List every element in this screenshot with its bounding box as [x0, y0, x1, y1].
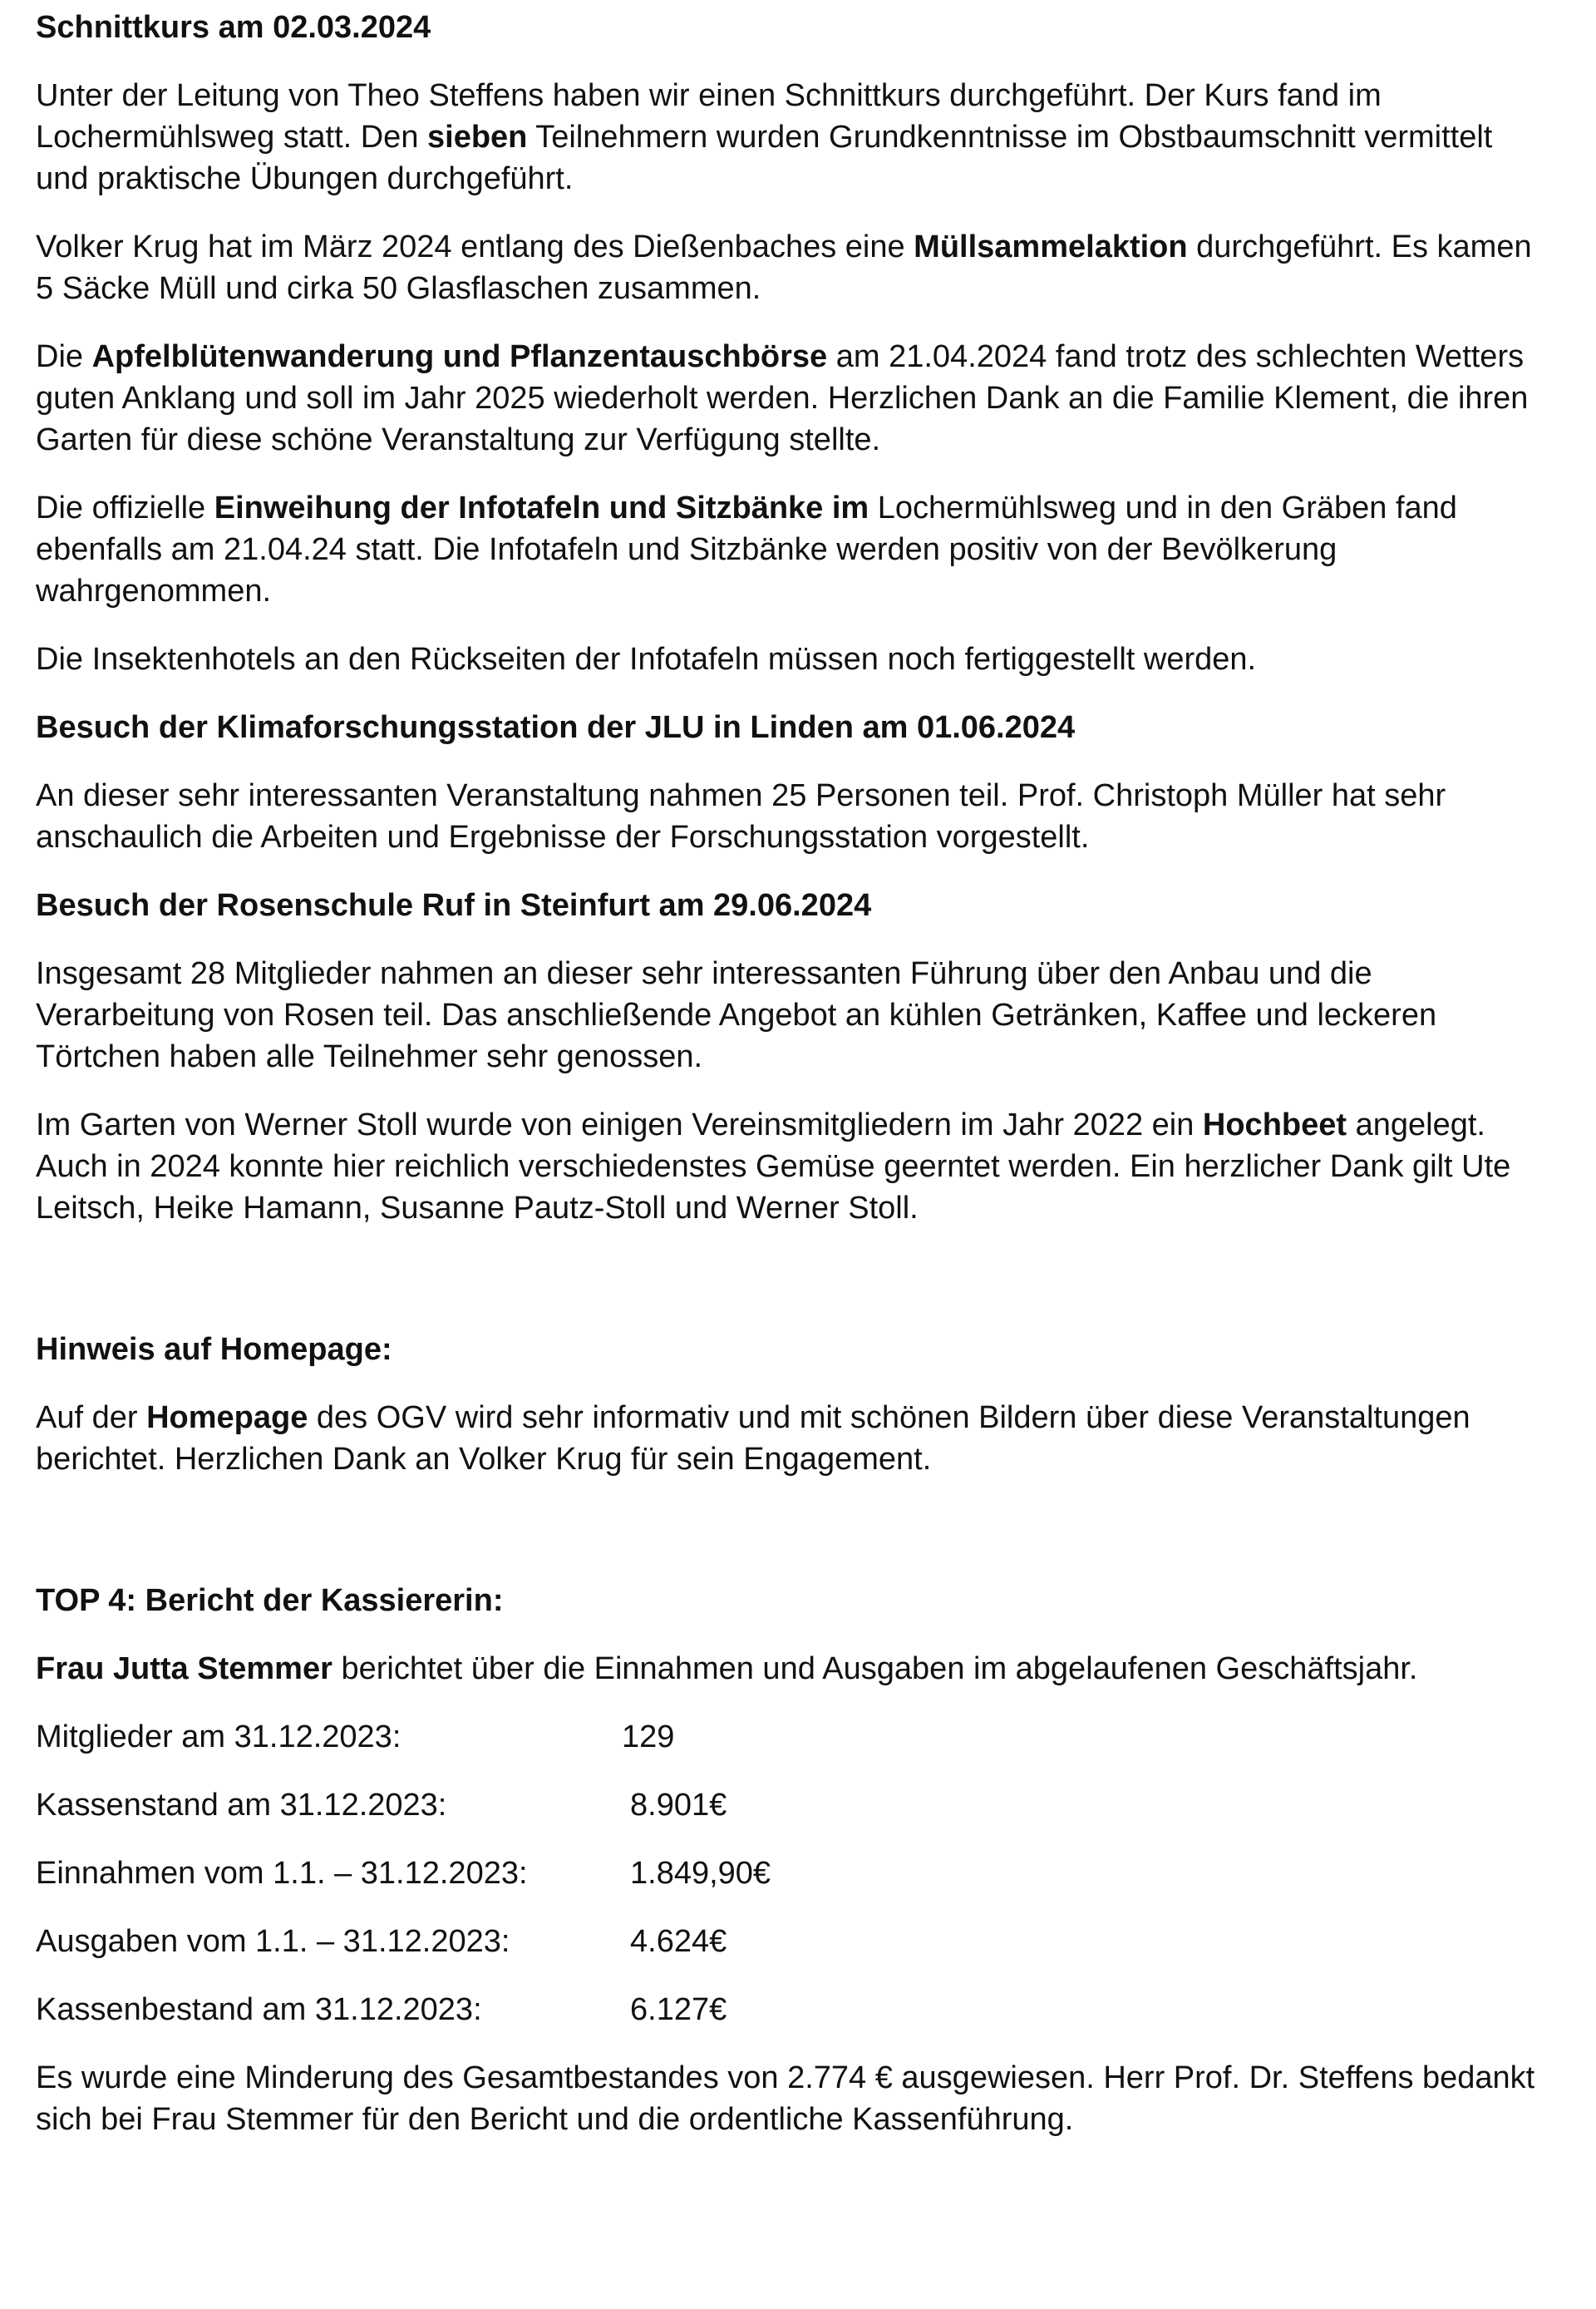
finance-value: 4.624€	[630, 1924, 727, 1959]
paragraph-hochbeet: Im Garten von Werner Stoll wurde von einigen Vereinsmitgliedern im Jahr 2022 ein Hochbeet angelegt. Auch in 2024 konnte hier reichlich verschiedenstes Gemüse geerntet werden. Ein herzlicher Dank gilt Ute Leitsch, Heike Hamann, Susanne Pautz-Stoll und Werner Stoll.	[36, 1108, 1511, 1226]
finance-value: 1.849,90€	[630, 1856, 771, 1891]
finance-label: Einnahmen vom 1.1. – 31.12.2023:	[36, 1856, 528, 1891]
finance-row-kassenbestand	[36, 1989, 1549, 2030]
finance-row-einnahmen	[36, 1853, 1549, 1894]
paragraph-rosenschule: Insgesamt 28 Mitglieder nahmen an dieser sehr interessanten Führung über den Anbau und die Verarbeitung von Rosen teil. Das anschließende Angebot an kühlen Getränken, Kaffee und leckeren Törtchen haben alle Teilnehmer sehr genossen.	[36, 956, 1437, 1074]
finance-label: Ausgaben vom 1.1. – 31.12.2023:	[36, 1924, 510, 1959]
paragraph-muellsammelaktion: Volker Krug hat im März 2024 entlang des Dießenbaches eine Müllsammelaktion durchgeführt. Es kamen 5 Säcke Müll und cirka 50 Glasflaschen zusammen.	[36, 229, 1532, 306]
paragraph-homepage: Auf der Homepage des OGV wird sehr informativ und mit schönen Bildern über diese Veranstaltungen berichtet. Herzlichen Dank an Volker Krug für sein Engagement.	[36, 1400, 1470, 1477]
finance-value: 6.127€	[630, 1992, 727, 2027]
heading-rosenschule: Besuch der Rosenschule Ruf in Steinfurt am 29.06.2024	[36, 888, 872, 923]
finance-row-ausgaben	[36, 1921, 1549, 1962]
finance-value: 129	[622, 1719, 675, 1754]
finance-value: 8.901€	[630, 1788, 727, 1823]
paragraph-apfelbluetenwanderung: Die Apfelblütenwanderung und Pflanzentauschbörse am 21.04.2024 fand trotz des schlechten Wetters guten Anklang und soll im Jahr 2025 wiederholt werden. Herzlichen Dank an die Familie Klement, die ihren Garten für diese schöne Veranstaltung zur Verfügung stellte.	[36, 339, 1529, 457]
paragraph-minderung: Es wurde eine Minderung des Gesamtbestandes von 2.774 € ausgewiesen. Herr Prof. Dr. Steffens bedankt sich bei Frau Stemmer für den Bericht und die ordentliche Kassenführung.	[36, 2060, 1535, 2137]
finance-label: Kassenbestand am 31.12.2023:	[36, 1992, 482, 2027]
document-page	[36, 7, 1549, 2140]
paragraph-insektenhotels: Die Insektenhotels an den Rückseiten der Infotafeln müssen noch fertiggestellt werden.	[36, 642, 1257, 677]
finance-label: Kassenstand am 31.12.2023:	[36, 1788, 447, 1823]
finance-row-mitglieder	[36, 1716, 1549, 1758]
heading-klimaforschung: Besuch der Klimaforschungsstation der JLU in Linden am 01.06.2024	[36, 710, 1076, 745]
paragraph-kassiererin-intro: Frau Jutta Stemmer berichtet über die Einnahmen und Ausgaben im abgelaufenen Geschäftsjahr.	[36, 1651, 1418, 1686]
paragraph-klimaforschung: An dieser sehr interessanten Veranstaltung nahmen 25 Personen teil. Prof. Christoph Müller hat sehr anschaulich die Arbeiten und Ergebnisse der Forschungsstation vorgestellt.	[36, 778, 1446, 855]
finance-label: Mitglieder am 31.12.2023:	[36, 1719, 401, 1754]
paragraph-einweihung: Die offizielle Einweihung der Infotafeln und Sitzbänke im Lochermühlsweg und in den Gräben fand ebenfalls am 21.04.24 statt. Die Infotafeln und Sitzbänke werden positiv von der Bevölkerung wahrgenommen.	[36, 491, 1457, 609]
heading-schnittkurs: Schnittkurs am 02.03.2024	[36, 10, 431, 45]
heading-top4: TOP 4: Bericht der Kassiererin:	[36, 1583, 504, 1618]
heading-homepage: Hinweis auf Homepage:	[36, 1332, 392, 1367]
paragraph-schnittkurs: Unter der Leitung von Theo Steffens haben wir einen Schnittkurs durchgeführt. Der Kurs fand im Lochermühlsweg statt. Den sieben Teilnehmern wurden Grundkenntnisse im Obstbaumschnitt vermittelt und praktische Übungen durchgeführt.	[36, 78, 1493, 196]
finance-row-kassenstand	[36, 1784, 1549, 1826]
